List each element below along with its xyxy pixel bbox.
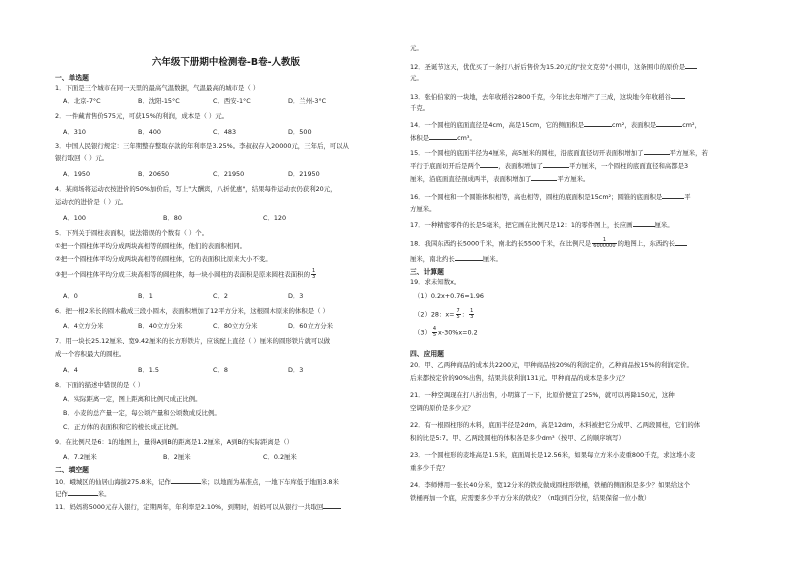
answer-blank[interactable] <box>633 220 655 227</box>
section-calculation: 三、计算题 <box>410 268 444 276</box>
question-1: 1．下面是三个城市在同一天里的最高气温数据，气温最高的城市是（ ） <box>55 84 260 92</box>
question-3-line-1: 3．中国人民银行规定：三年期整存整取存款的年利率是3.25%。李叔叔存入20000元，三年后，可以从 <box>55 142 349 150</box>
question-5: 5．下列关于圆柱表面积，说法错误的个数有（ ）个。 <box>55 229 209 237</box>
question-22-line-2: 积的比是5:7。甲、乙两段圆柱的体积各是多少dm³（按甲、乙的顺序填写） <box>410 434 625 442</box>
question-8: 8．下面的描述中错误的是（ ） <box>55 381 145 389</box>
question-21-line-2: 空调的原价是多少元？ <box>410 404 474 412</box>
fraction: $\frac{1}{6000000}$ <box>593 237 616 249</box>
question-11-end: 元。 <box>410 44 423 52</box>
question-16-line-1: 16．一个圆柱和一个圆锥体积相等，高也相等，圆柱的底面积是15cm²；圆锥的底面积是 平 <box>410 193 691 201</box>
question-9-options: A．7.2厘米 B．2厘米 C．0.2厘米 <box>63 453 297 461</box>
question-1-options: A．北京-7°C B．沈阳-15°C C．西安-1°C D．兰州-3°C <box>63 97 327 105</box>
fraction: $\frac{4}{5}$ <box>432 326 437 338</box>
fraction: $\frac{1}{3}$ <box>311 268 316 280</box>
section-application: 四、应用题 <box>410 350 444 358</box>
question-18-line-2: 厘米，南北约长 厘米。 <box>410 255 502 263</box>
question-19-part-2: （2）28：x= $\frac{7}{5}$ ： $\frac{1}{3}$ <box>414 308 474 320</box>
question-6-options: A．4立方分米 B．40立方分米 C．80立方分米 D．60立方分米 <box>63 322 334 330</box>
question-2: 2．一件藏青售价575元，可获15%的利润，成本是（ ）元。 <box>55 112 229 120</box>
fraction: $\frac{1}{3}$ <box>470 308 474 320</box>
question-5-statement-2: ②把一个圆柱体平均分成两块高相等的圆柱体，它的表面积比原来大小不变。 <box>55 255 272 263</box>
question-15-line-2: 平行于底面切开后是两个 ，表面积增加了 平方厘米，一个圆柱的底面直径和高都是3 <box>410 162 689 170</box>
question-3-options: A．1950 B．20650 C．21950 D．21950 <box>63 170 320 178</box>
question-5-statement-3: ③把一个圆柱体平均分成三块高相等的圆柱体，每一块小圆柱的表面积是原来圆柱表面积的 $\frac{1}{3}$ <box>55 268 316 280</box>
question-23-line-1: 23．一个圆柱形的麦堆高是1.5米，底面周长是12.56米，如果每立方米小麦重800千克，求这堆小麦 <box>410 451 696 459</box>
question-9: 9．在比例尺是6：1的地图上，量得A到B的距离是1.2厘米，A到B的实际距离是（） <box>55 438 293 446</box>
question-21-line-1: 21．一种空调现在打八折出售，小明算了一下，比原价便宜了25%，就可以再降150元，这种 <box>410 391 675 399</box>
question-20-line-2: 后来都按定价的90%出售，结果共获利润131元。甲种商品的成本是多少元？ <box>410 374 629 382</box>
fraction: $\frac{7}{5}$ <box>456 308 460 320</box>
answer-blank[interactable] <box>662 192 684 199</box>
question-13-line-2: 千克。 <box>410 104 430 112</box>
answer-blank[interactable] <box>584 120 612 127</box>
question-12: 12．圣诞节这天，优优买了一条打八折后售价为15.20元的"拉文克劳"小围巾，这条围巾的原价是 <box>410 62 697 71</box>
question-5-options: A．0 B．1 C．2 D．3 <box>63 292 304 300</box>
question-24-line-2: 铁桶再加一个底，应需要多少平方分米的铁皮？（π取到百分位，结果保留一位小数） <box>410 494 651 502</box>
answer-blank[interactable] <box>68 489 98 496</box>
answer-blank[interactable] <box>429 133 457 140</box>
question-23-line-2: 重多少千克？ <box>410 464 449 472</box>
question-2-options: A．310 B．400 C．483 D．500 <box>63 128 312 136</box>
answer-blank[interactable] <box>675 239 687 246</box>
question-16-line-2: 方厘米。 <box>410 205 436 213</box>
question-12-end: 元。 <box>410 74 423 82</box>
question-17: 17．一种精密零件的长是5毫米，把它画在比例尺是12：1的零件图上，长应画 厘米。 <box>410 221 674 229</box>
question-8-option-b: B．小麦的总产量一定，每公顷产量和公顷数成反比例。 <box>63 409 221 417</box>
question-15-line-3: 厘米，沿底面直径剖成两半，表面积增加了 平方厘米。 <box>410 175 590 183</box>
question-4-options: A．100 B．80 C．120 <box>63 214 287 222</box>
question-14-line-1: 14．一个圆柱的底面直径是4cm，高是15cm，它的侧面积是 cm²，表面积是 cm²， <box>410 121 701 129</box>
question-5-statement-1: ①把一个圆柱体平均分成两块高相等的圆柱体，他们的表面积相同。 <box>55 242 247 250</box>
question-10-line-1: 10．峨城区的仙居山海拔275.8米，记作 米；以地面为基准点，一地下车库低于地面3.8米 <box>55 478 339 486</box>
answer-blank[interactable] <box>644 148 670 155</box>
question-4-line-1: 4．某商场将运动衣按进价的50%加价后，写上"大酬宾，八折优惠"，结果每件运动衣仍获利20元， <box>55 185 337 193</box>
question-18-line-1: 18．我国东西约长5000千米，南北约长5500千米，在比例尺是 $\frac{1}{6000000}$ 的地图上，东西约长 <box>410 238 687 249</box>
question-19: 19．求未知数x。 <box>410 278 461 286</box>
answer-blank[interactable] <box>671 92 685 99</box>
answer-blank[interactable] <box>531 174 557 181</box>
page-title: 六年级下册期中检测卷-B卷-人教版 <box>151 57 301 68</box>
question-8-option-c: C．正方体的表面积和它的棱长成正比例。 <box>63 423 183 431</box>
section-fill-in: 二、填空题 <box>55 466 89 474</box>
answer-blank[interactable] <box>543 161 569 168</box>
question-7-line-2: 成一个容积最大的圆柱。 <box>55 350 126 358</box>
answer-blank[interactable] <box>685 62 697 69</box>
question-24-line-1: 24．李师傅用一张长40分米，宽12分米的铁皮做成圆柱形铁桶，铁桶的侧面积是多少？如果给这个 <box>410 481 691 489</box>
question-22-line-1: 22．有一根圆柱形的木料，底面半径是2dm，高是12dm，木料被把它分成甲、乙两段圆柱，它们的体 <box>410 421 701 429</box>
answer-blank[interactable] <box>171 477 201 484</box>
question-6: 6．把一根2米长的圆木截成三段小圆木，表面积增加了12平方分米，这根圆木原来的体积是（ ） <box>55 307 329 315</box>
section-single-choice: 一、单选题 <box>55 74 89 82</box>
answer-blank[interactable] <box>656 120 682 127</box>
question-3-line-2: 银行取回（ ）元。 <box>55 154 109 162</box>
question-10-line-2: 记作 米。 <box>55 490 111 498</box>
question-14-line-2: 体积是 cm³。 <box>410 134 476 142</box>
question-8-option-a: A．实际距离一定，图上距离和比例尺成正比例。 <box>63 395 202 403</box>
answer-blank[interactable] <box>455 254 483 261</box>
question-20-line-1: 20．甲、乙两种商品的成本共2200元，甲种商品按20%的利润定价，乙种商品按15%的利润定价。 <box>410 361 693 369</box>
answer-blank[interactable] <box>480 161 498 168</box>
question-15-line-1: 15．一个圆柱的底面半径为4厘米，高5厘米的圆柱，沿底面直径切开表面积增加了 平方厘米，若 <box>410 149 708 157</box>
question-11: 11．妈妈将5000元存入银行，定期两年，年利率是2.10%，到期时，妈妈可以从银行一共取回 <box>55 502 341 511</box>
question-19-part-1: （1）0.2x+0.76=1.96 <box>414 292 484 300</box>
answer-blank[interactable] <box>323 502 341 509</box>
question-13-line-1: 13．张伯伯家的一块地，去年收稻谷2800千克，今年比去年增产了三成，这块地今年收稻谷 <box>410 92 685 101</box>
question-4-line-2: 运动衣的进价是（ ）元。 <box>55 198 128 206</box>
question-7-line-1: 7．用一块长25.12厘米、宽9.42厘米的长方形铁片，应该配上直径（ ）厘米的圆形铁片就可以做 <box>55 337 331 345</box>
question-19-part-3: （3） $\frac{4}{5}$ x-30%x=0.2 <box>414 326 478 338</box>
question-7-options: A．4 B．1.5 C．8 D．3 <box>63 366 304 374</box>
